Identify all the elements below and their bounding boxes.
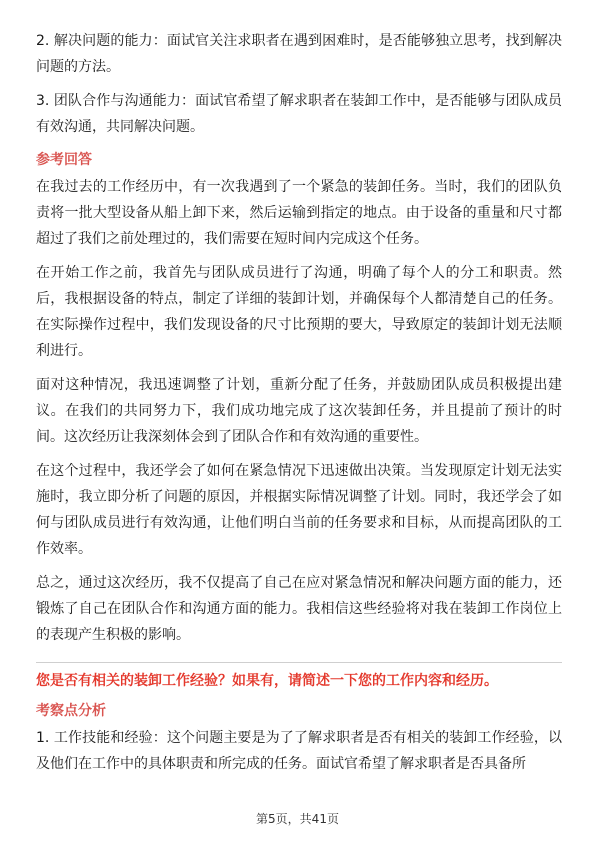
section-divider: [36, 662, 562, 663]
answer-paragraph: 在这个过程中，我还学会了如何在紧急情况下迅速做出决策。当发现原定计划无法实施时，我立即分析了问题的原因，并根据实际情况调整了计划。同时，我还学会了如何与团队成员进行有效沟通，让他们明白当前的任务要求和目标，从而提高团队的工作效率。: [36, 463, 562, 557]
answer-paragraph: 在我过去的工作经历中，有一次我遇到了一个紧急的装卸任务。当时，我们的团队负责将一批大型设备从船上卸下来，然后运输到指定的地点。由于设备的重量和尺寸都超过了我们之前处理过的，我们需要在短时间内完成这个任务。: [36, 179, 562, 247]
page-content: [36, 28, 562, 785]
answer-paragraph: 在开始工作之前，我首先与团队成员进行了沟通，明确了每个人的分工和职责。然后，我根据设备的特点，制定了详细的装卸计划，并确保每个人都清楚自己的任务。在实际操作过程中，我们发现设备的尺寸比预期的要大，导致原定的装卸计划无法顺利进行。: [36, 265, 562, 359]
answer-paragraph: 面对这种情况，我迅速调整了计划，重新分配了任务，并鼓励团队成员积极提出建议。在我们的共同努力下，我们成功地完成了这次装卸任务，并且提前了预计的时间。这次经历让我深刻体会到了团队合作和有效沟通的重要性。: [36, 377, 562, 445]
analysis-paragraph: 1. 工作技能和经验：这个问题主要是为了了解求职者是否有相关的装卸工作经验，以及他们在工作中的具体职责和所完成的任务。面试官希望了解求职者是否具备所: [36, 730, 562, 772]
reference-answer-heading: 参考回答: [36, 152, 92, 168]
criteria-item-teamwork: 3. 团队合作与沟通能力：面试官希望了解求职者在装卸工作中，是否能够与团队成员有效沟通，共同解决问题。: [36, 93, 562, 135]
interview-question: 您是否有相关的装卸工作经验？如果有，请简述一下您的工作内容和经历。: [36, 673, 498, 689]
answer-paragraph: 总之，通过这次经历，我不仅提高了自己在应对紧急情况和解决问题方面的能力，还锻炼了自己在团队合作和沟通方面的能力。我相信这些经验将对我在装卸工作岗位上的表现产生积极的影响。: [36, 575, 562, 643]
analysis-heading: 考察点分析: [36, 703, 106, 719]
page-number-footer: 第5页，共41页: [256, 812, 339, 826]
criteria-item-problem-solving: 2. 解决问题的能力：面试官关注求职者在遇到困难时，是否能够独立思考，找到解决问题的方法。: [36, 33, 562, 75]
